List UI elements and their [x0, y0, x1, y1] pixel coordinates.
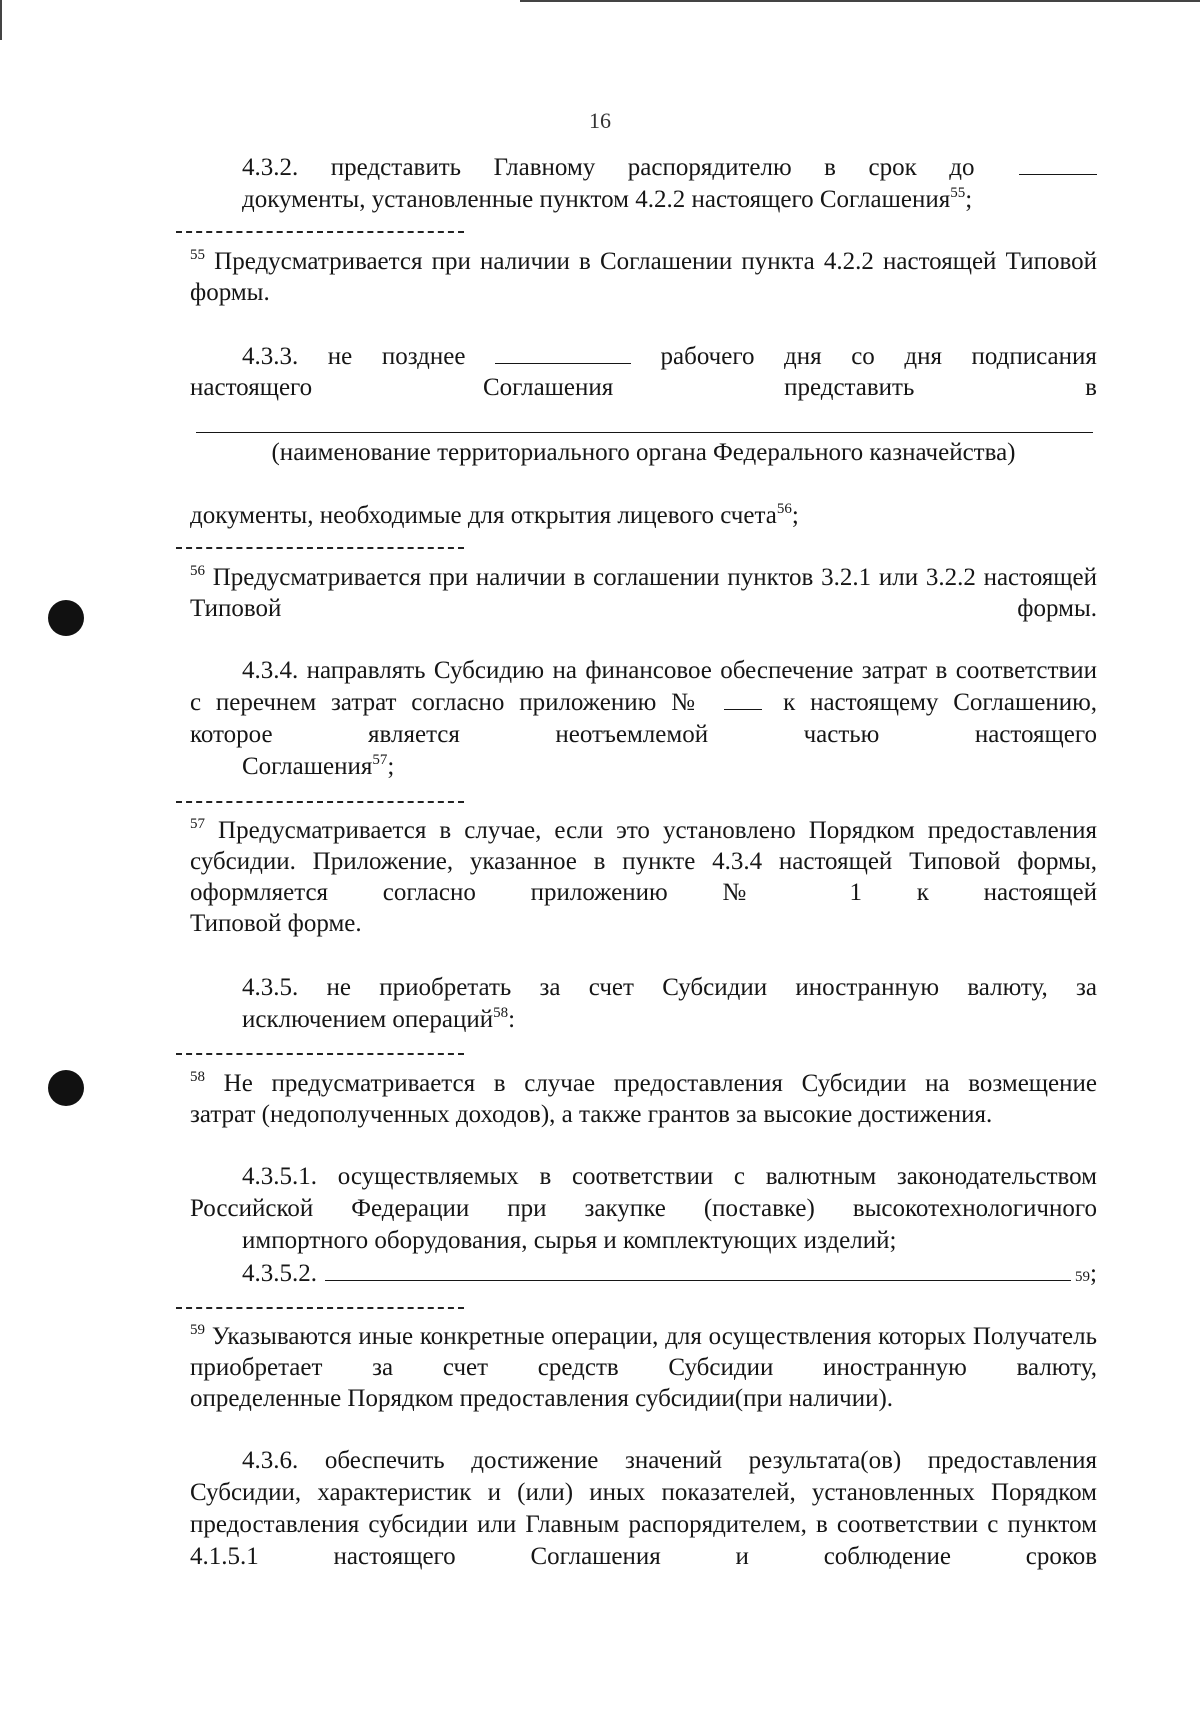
footnote-58: $^{58}$ Не предусматривается в случае предоставления Субсидии на возмещение затрат (недополученных доходов), а также грантов за высокие достижения. — [190, 1069, 1098, 1128]
clause-text: 4.3.4. направлять Субсидию на финансовое обеспечение затрат в соответствии с перечнем затрат согласно приложению № — [190, 657, 1097, 716]
footnote-number: 59 — [190, 1322, 205, 1338]
punch-hole — [48, 1070, 84, 1106]
footnote-text: Не предусматривается в случае предоставления Субсидии на возмещение — [223, 1070, 1098, 1097]
footnote-number: 57 — [190, 816, 205, 832]
footnote-text: Предусматривается в случае, если это установлено Порядком предоставления субсидии. Приложение, указанное в пункте 4.3.4 настоящей Типовой формы, оформляется согласно приложению № 1 к настоящей — [190, 817, 1097, 906]
scan-edge-left — [0, 0, 2, 40]
footnote-55 — [190, 246, 1097, 308]
clause-4-3-3-line2: настоящего Соглашения представить в — [190, 374, 1097, 401]
clause-4-3-6 — [190, 1445, 1097, 1573]
punch-hole — [48, 600, 84, 636]
clause-4-3-3-line1: 4.3.3. не позднее рабочего дня со дня подписания — [242, 343, 1097, 370]
footnote-separator — [176, 231, 464, 233]
blank-line — [325, 1258, 1071, 1281]
footnote-number: 58 — [190, 1069, 205, 1085]
clause-text: 4.3.5.1. осуществляемых в соответствии с валютным законодательством Российской Федерации при закупке (поставке) высокотехнологичного — [190, 1163, 1097, 1222]
clause-text-line2: документы, установленные пунктом 4.2.2 настоящего Соглашения$^{55}$; — [242, 185, 973, 213]
fill-in-caption: (наименование территориального органа Федерального казначейства) — [271, 439, 1016, 466]
blank-line — [495, 341, 631, 364]
clause-text: 4.3.5. не приобретать за счет Субсидии иностранную валюту, за — [242, 974, 1097, 1001]
page-number: 16 — [589, 108, 611, 133]
clause-4-3-4: 4.3.4. направлять Субсидию на финансовое обеспечение затрат в соответствии с перечнем затрат согласно приложению № к настоящему Соглашению, которое является неотъемлемой частью настоящего Соглашения$^{57}$; — [190, 657, 1098, 780]
clause-text: 4.3.6. обеспечить достижение значений результата(ов) предоставления Субсидии, характеристик и (или) иных показателей, установленных Порядком предоставления субсидии или Главным распорядителем, в соответствии с пунктом 4.1.5.1 настоящего Соглашения и соблюдение сроков — [190, 1447, 1097, 1570]
footnote-ref: 56 — [776, 501, 792, 517]
clause-4-3-5: 4.3.5. не приобретать за счет Субсидии иностранную валюту, за исключением операций$^{58}$: — [242, 974, 1097, 1033]
footnote-text: Предусматривается при наличии в Соглашении пункта 4.2.2 настоящей Типовой формы. — [190, 248, 1097, 306]
footnote-56 — [190, 562, 1097, 624]
footnote-text: Указываются иные конкретные операции, для осуществления которых Получатель приобретает за счет средств Субсидии иностранную валюту, — [190, 1323, 1097, 1381]
blank-line — [724, 687, 762, 710]
footnote-separator — [176, 547, 464, 549]
footnote-separator — [176, 1053, 464, 1055]
footnote-separator — [176, 1307, 464, 1309]
scan-edge-top — [520, 0, 1200, 2]
footnote-59: $^{59}$ Указываются иные конкретные операции, для осуществления которых Получатель приобретает за счет средств Субсидии иностранную валюту, определенные Порядком предоставления субсидии(при наличии). — [190, 1322, 1097, 1412]
footnote-ref: 58 — [493, 1005, 509, 1021]
clause-4-3-3-text: документы, необходимые для открытия лицевого счета$^{56}$; — [190, 501, 799, 529]
fill-in-line — [196, 432, 1093, 433]
footnote-ref: 55 — [950, 185, 966, 201]
footnote-text: Предусматривается при наличии в соглашении пунктов 3.2.1 или 3.2.2 настоящей Типовой формы. — [190, 564, 1097, 622]
footnote-separator — [176, 801, 464, 803]
clause-4-3-2 — [190, 152, 1097, 216]
clause-text-cont: к настоящему Соглашению, которое является неотъемлемой частью настоящего — [190, 689, 1098, 748]
clause-text: 4.3.2. представить Главному распорядителю в срок до — [242, 154, 975, 181]
footnote-number: 55 — [190, 247, 205, 263]
footnote-number: 56 — [190, 563, 205, 579]
blank-line — [1019, 152, 1097, 175]
clause-4-3-5-1: 4.3.5.1. осуществляемых в соответствии с валютным законодательством Российской Федерации при закупке (поставке) высокотехнологичного импортного оборудования, сырья и комплектующих изделий; — [190, 1163, 1097, 1254]
clause-4-3-5-2: 4.3.5.2. 59 ; — [242, 1260, 1097, 1287]
footnote-ref: 57 — [372, 752, 388, 768]
footnote-57: $^{57}$ Предусматривается в случае, если это установлено Порядком предоставления субсидии. Приложение, указанное в пункте 4.3.4 настоящей Типовой формы, оформляется согласно приложению № 1 к настоящей Типовой форме. — [190, 816, 1097, 937]
